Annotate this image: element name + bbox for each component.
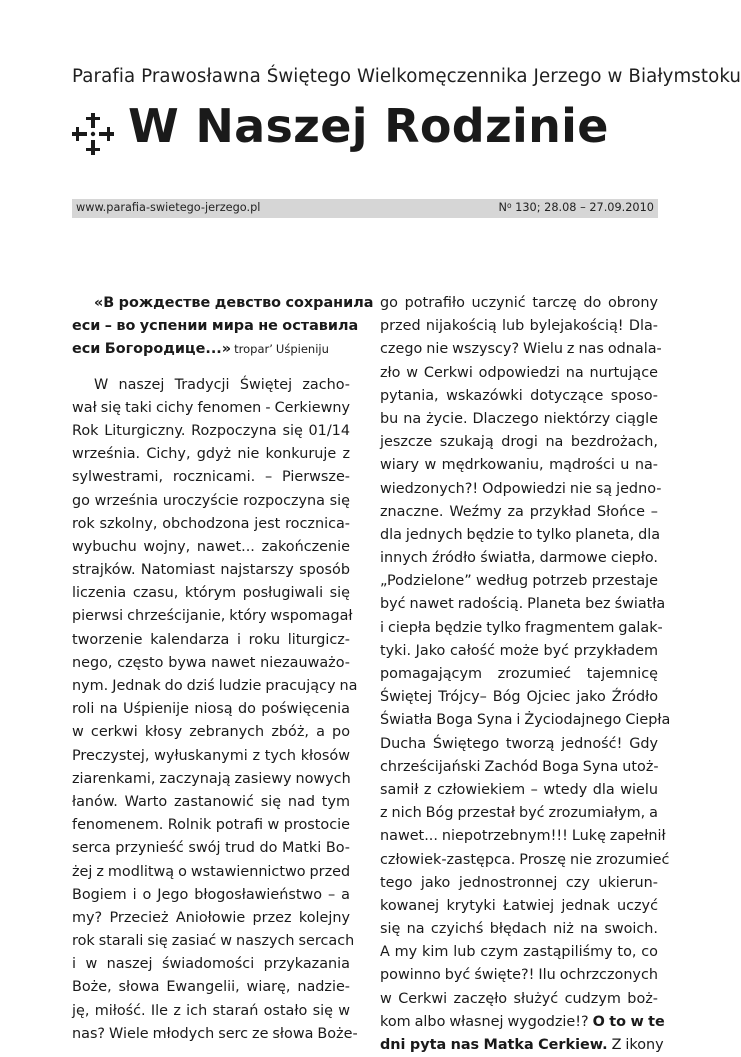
text-line: W naszej Tradycji Świętej zacho- — [94, 376, 350, 393]
text-line: znaczne. Weźmy za przykład Słońce – — [380, 503, 658, 520]
newsletter-title: W Naszej Rodzinie — [128, 99, 609, 153]
text-line: liczenia czasu, którym posługiwali się — [72, 585, 350, 602]
issue-info — [499, 201, 654, 214]
text-line: przed nijakością lub bylejakością! Dla- — [380, 318, 658, 335]
right-column — [380, 292, 671, 1057]
text-line: rok starali się zasiać w naszych sercach — [72, 933, 355, 950]
article-right-text — [380, 292, 671, 1011]
text-line — [380, 1011, 665, 1034]
text-line: go września uroczyście rozpoczyna się — [72, 492, 350, 509]
text-line: nym. Jednak do dziś ludzie pracujący na — [72, 678, 358, 694]
paragraph-gap — [72, 362, 350, 374]
parish-name: Parafia Prawosławna Świętego Wielkomęczennika Jerzego w Białymstoku — [72, 66, 741, 87]
text-line: innych źródło światła, darmowe ciepło. — [380, 550, 658, 567]
text-line: czego nie wszyscy? Wielu z nas odnala- — [380, 341, 662, 358]
issue-dates: 130; 28.08 – 27.09.2010 — [511, 201, 654, 214]
info-bar — [72, 199, 658, 218]
text-line: z nich Bóg przestał być zrozumiałym, a — [380, 805, 658, 822]
text-line: kowanej krytyki Łatwiej jednak uczyć — [380, 897, 658, 914]
text-line: Preczystej, wyłuskanymi z tych kłosów — [72, 747, 350, 764]
text-line: wiary w mędrkowaniu, mądrości u na- — [380, 457, 658, 474]
text-line: żej z modlitwą o wstawiennictwo przed — [72, 863, 351, 880]
epigraph-line: «В рождестве девство сохранила — [94, 295, 374, 311]
issue-sign: N — [498, 201, 507, 214]
text-line: wiedzonych?! Odpowiedzi nie są jedno- — [380, 480, 662, 497]
text-line: Ducha Świętego tworzą jedność! Gdy — [380, 735, 658, 752]
text-line: Rok Liturgiczny. Rozpoczyna się 01/14 — [72, 422, 350, 439]
orthodox-cross-icon — [70, 111, 116, 157]
text-line: chrześcijański Zachód Boga Syna utoż- — [380, 758, 659, 775]
left-column — [72, 292, 374, 1046]
epigraph-line-last — [72, 338, 350, 361]
text-line: tego jako jednostronnej czy ukierun- — [380, 874, 658, 891]
text-line: bu na życie. Dlaczego niektórzy ciągle — [380, 410, 658, 427]
text-line: tworzenie kalendarza i roku liturgicz- — [72, 631, 350, 648]
epigraph-last-text: еси Богородице...» — [72, 341, 232, 358]
text-line: my? Przecież Aniołowie przez kolejny — [72, 909, 350, 926]
text-line: „Podzielone” według potrzeb przestaje — [380, 573, 658, 590]
text-line: w Cerkwi zaczęło służyć cudzym boż- — [380, 990, 658, 1007]
text-line: fenomenem. Rolnik potrafi w prostocie — [72, 817, 350, 834]
text-bold: dni pyta nas Matka Cerkiew. — [380, 1037, 608, 1053]
text-line: rok szkolny, obchodzona jest rocznica- — [72, 515, 350, 532]
text-line: go potrafiło uczynić tarczę do obrony — [380, 295, 658, 311]
text-line: łanów. Warto zastanowić się nad tym — [72, 793, 350, 810]
text-line: samił z człowiekiem – wtedy dla wielu — [380, 781, 658, 798]
text-normal: kom albo własnej wygodzie!? — [380, 1013, 593, 1030]
text-line: Świętej Trójcy– Bóg Ojciec jako Źródło — [380, 689, 658, 706]
epigraph-line: еси – во успении мира не оставила — [72, 318, 359, 335]
text-line: dla jednych będzie to tylko planeta, dla — [380, 526, 661, 543]
text-line: pomagającym zrozumieć tajemnicę — [380, 666, 658, 682]
text-line: nego, często bywa nawet niezauważo- — [72, 654, 350, 671]
text-line: i ciepła będzie tylko fragmentem galak- — [380, 619, 663, 636]
text-line — [380, 1034, 664, 1057]
text-line: być nawet radością. Planeta bez światła — [380, 596, 666, 613]
text-line: ję, miłość. Ile z ich starań ostało się w — [72, 1002, 350, 1019]
text-normal: Z ikony — [607, 1037, 664, 1053]
text-line: Bogiem i o Jego błogosławieństwo – a — [72, 886, 350, 903]
text-line: w cerkwi kłosy zebranych zbóż, a po — [72, 724, 350, 741]
website-url[interactable]: www.parafia-swietego-jerzego.pl — [76, 201, 261, 214]
text-line: serca przynieść swój trud do Matki Bo- — [72, 840, 350, 857]
text-line: się na czyichś błędach niż na swoich. — [380, 921, 658, 938]
text-line: ziarenkami, zaczynają zasiewy nowych — [72, 770, 351, 787]
text-line: A my kim lub czym zastąpiliśmy to, co — [380, 944, 658, 961]
text-line: pytania, wskazówki dotyczące sposo- — [380, 387, 658, 404]
text-line: sylwestrami, rocznicami. – Pierwsze- — [72, 469, 350, 486]
issue-sign-sup: o — [507, 201, 512, 210]
text-line: Światła Boga Syna i Życiodajnego Ciepła — [380, 712, 671, 729]
text-line: wybuchu wojny, nawet... zakończenie — [72, 538, 350, 555]
text-line: zło w Cerkwi odpowiedzi na nurtujące — [380, 364, 658, 381]
text-line: tyki. Jako całość może być przykładem — [380, 642, 658, 659]
text-line: powinno być święte?! Ilu ochrzczonych — [380, 967, 658, 984]
text-line: wał się taki cichy fenomen - Cerkiewny — [72, 399, 350, 416]
text-line: roli na Uśpienije niosą do poświęcenia — [72, 701, 350, 718]
text-line: strajków. Natomiast najstarszy sposób — [72, 562, 350, 579]
article-left-text — [72, 374, 358, 1046]
text-line: jeszcze szukają drogi na bezdrożach, — [380, 434, 658, 451]
text-line: nas? Wiele młodych serc ze słowa Boże- — [72, 1025, 358, 1042]
text-line: Boże, słowa Ewangelii, wiarę, nadzie- — [72, 979, 350, 996]
text-line: i w naszej świadomości przykazania — [72, 956, 350, 973]
text-line: pierwsi chrześcijanie, który wspomagał — [72, 608, 353, 625]
text-line: człowiek-zastępca. Proszę nie zrozumieć — [380, 851, 670, 868]
epigraph-source: tropar’ Uśpieniju — [231, 342, 329, 357]
text-line: nawet... niepotrzebnym!!! Lukę zapełnił — [380, 828, 666, 845]
epigraph — [72, 292, 374, 362]
text-bold: O to w te — [592, 1013, 665, 1030]
text-line: września. Cichy, gdyż nie konkuruje z — [72, 446, 350, 463]
